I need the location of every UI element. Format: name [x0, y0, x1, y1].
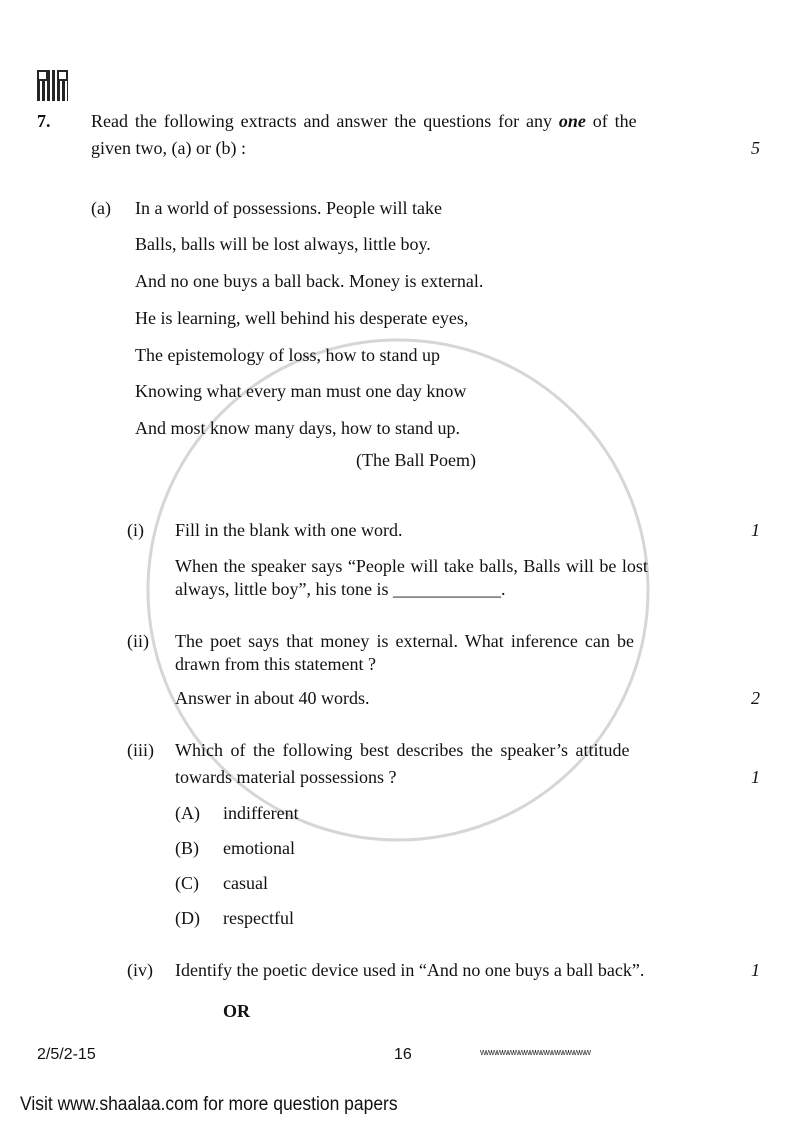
subquestion-number: (iv): [127, 960, 153, 980]
poem-line: He is learning, well behind his desperate eyes,: [135, 308, 469, 328]
subquestion-text: Fill in the blank with one word.: [175, 520, 403, 540]
poem-line: And most know many days, how to stand up.: [135, 418, 460, 438]
option-text: emotional: [223, 838, 295, 858]
option-key: (C): [175, 873, 199, 893]
subquestion-text: The poet says that money is external. What inference can be: [175, 631, 634, 651]
question-text: [91, 110, 637, 132]
subquestion-text: drawn from this statement ?: [175, 654, 376, 674]
subquestion-text: Answer in about 40 words.: [175, 688, 370, 708]
footer-squiggle: wwwwwwwwwwwwwwwwwwww: [480, 1047, 590, 1057]
footer-page-number: 16: [394, 1046, 412, 1063]
option-key: (D): [175, 908, 200, 928]
or-separator: OR: [223, 1001, 250, 1021]
subquestion-text: always, little boy”, his tone is ____________.: [175, 579, 506, 599]
poem-line: And no one buys a ball back. Money is external.: [135, 271, 484, 291]
subquestion-text: Identify the poetic device used in “And no one buys a ball back”.: [175, 960, 645, 980]
option-text: indifferent: [223, 803, 299, 823]
subquestion-number: (i): [127, 520, 144, 540]
shaalaa-banner-link[interactable]: Visit www.shaalaa.com for more question papers: [20, 1094, 398, 1115]
poem-line: Knowing what every man must one day know: [135, 381, 467, 401]
option-key: (B): [175, 838, 199, 858]
poem-source: (The Ball Poem): [356, 450, 476, 470]
subquestion-text: When the speaker says “People will take balls, Balls will be lost: [175, 556, 648, 576]
subquestion-text: towards material possessions ?: [175, 767, 397, 787]
subquestion-marks: 1: [751, 520, 760, 540]
subquestion-marks: 1: [751, 767, 760, 787]
question-marks: 5: [751, 138, 760, 158]
subquestion-number: (iii): [127, 740, 154, 760]
qr-code: [37, 70, 68, 101]
footer-code: 2/5/2-15: [37, 1046, 96, 1063]
subquestion-text: Which of the following best describes the speaker’s attitude: [175, 740, 630, 760]
question-text-line2: given two, (a) or (b) :: [91, 138, 246, 158]
poem-line: Balls, balls will be lost always, little boy.: [135, 234, 431, 254]
question-number: 7.: [37, 111, 51, 131]
question-text-part: Read the following extracts and answer the questions for any: [91, 111, 559, 131]
subquestion-marks: 2: [751, 688, 760, 708]
option-text: casual: [223, 873, 268, 893]
poem-line: In a world of possessions. People will take: [135, 198, 442, 218]
subquestion-number: (ii): [127, 631, 149, 651]
subquestion-marks: 1: [751, 960, 760, 980]
option-key: (A): [175, 803, 200, 823]
question-emphasis: one: [558, 111, 586, 131]
question-text-part: of the: [585, 111, 637, 131]
poem-line: The epistemology of loss, how to stand up: [135, 345, 440, 365]
option-text: respectful: [223, 908, 294, 928]
extract-label: (a): [91, 198, 111, 218]
